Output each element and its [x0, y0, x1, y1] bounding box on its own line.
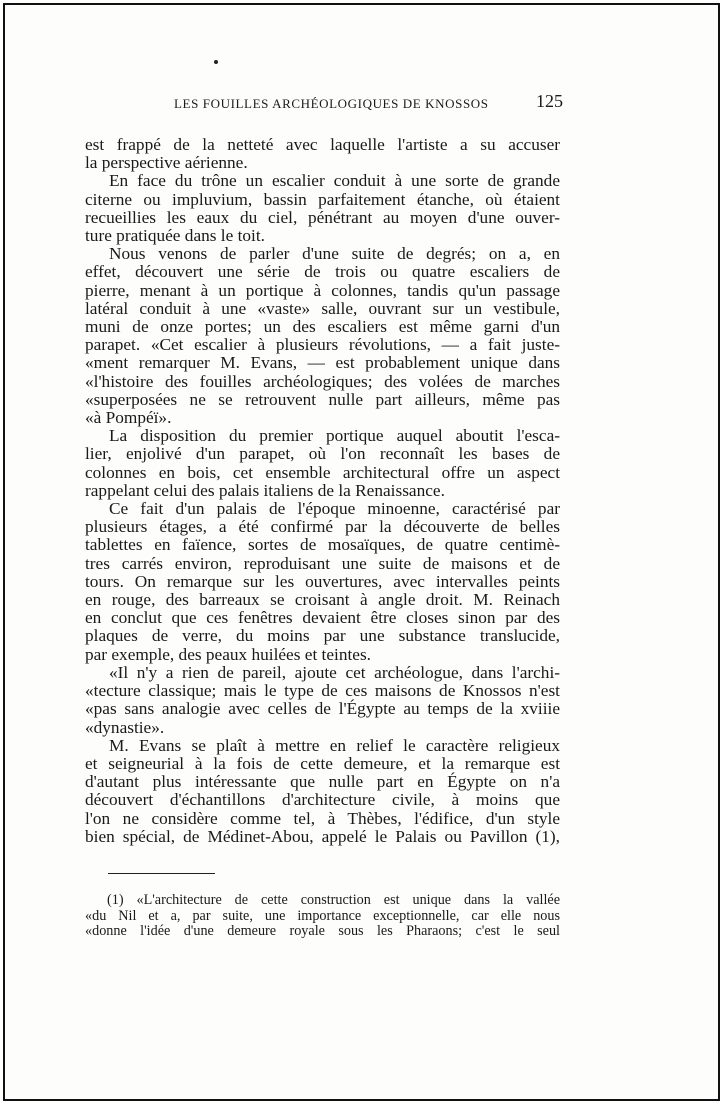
- text-line: plaques de verre, du moins par une substance translucide,: [85, 626, 560, 646]
- text-line: muni de onze portes; un des escaliers est même garni d'un: [85, 317, 560, 337]
- text-line: En face du trône un escalier conduit à une sorte de grande: [109, 171, 560, 191]
- text-line: «superposées ne se retrouvent nulle part ailleurs, même pas: [85, 389, 560, 409]
- text-line: «l'histoire des fouilles archéologiques; des volées de marches: [85, 371, 560, 391]
- page-header: [108, 93, 563, 115]
- text-line: «tecture classique; mais le type de ces maisons de Knossos n'est: [85, 681, 560, 701]
- text-line: M. Evans se plaît à mettre en relief le caractère religieux: [109, 735, 560, 755]
- text-line: bien spécial, de Médinet-Abou, appelé le Palais ou Pavillon (1),: [85, 826, 560, 846]
- text-line: en conclut que ces fenêtres devaient être closes sinon par des: [85, 608, 560, 628]
- text-line: «à Pompéï».: [85, 408, 172, 428]
- text-line: par exemple, des peaux huilées et teintes.: [85, 644, 371, 664]
- text-line: plusieurs étages, a été confirmé par la découverte de belles: [85, 517, 560, 537]
- text-line: Ce fait d'un palais de l'époque minoenne, caractérisé par: [109, 499, 560, 519]
- text-line: pierre, menant à un portique à colonnes, tandis qu'un passage: [85, 280, 560, 300]
- text-line: «dynastie».: [85, 717, 165, 737]
- text-line: «Il n'y a rien de pareil, ajoute cet archéologue, dans l'archi-: [109, 662, 560, 682]
- text-line: Nous venons de parler d'une suite de degrés; on a, en: [109, 244, 560, 264]
- page-number: 125: [536, 91, 563, 111]
- text-line: rappelant celui des palais italiens de la Renaissance.: [85, 480, 445, 500]
- text-line: l'on ne considère comme tel, à Thèbes, l'édifice, d'un style: [85, 808, 560, 828]
- text-line: la perspective aérienne.: [85, 153, 248, 173]
- text-line: colonnes en bois, cet ensemble architectural offre un aspect: [85, 462, 560, 482]
- text-line: lier, enjolivé d'un parapet, où l'on reconnaît les bases de: [85, 444, 560, 464]
- footnote-line: (1) «L'architecture de cette construction est unique dans la vallée: [107, 892, 560, 908]
- text-line: parapet. «Cet escalier à plusieurs révolutions, — a fait juste-: [85, 335, 560, 355]
- footnote-separator: [108, 873, 215, 874]
- text-line: La disposition du premier portique auquel aboutit l'esca-: [109, 426, 560, 446]
- text-line: recueillies les eaux du ciel, pénétrant au moyen d'une ouver-: [85, 207, 560, 227]
- text-line: «pas sans analogie avec celles de l'Égypte au temps de la xviiie: [85, 699, 560, 719]
- text-line: et seigneurial à la fois de cette demeure, et la remarque est: [85, 753, 560, 773]
- text-line: effet, découvert une série de trois ou quatre escaliers de: [85, 262, 560, 282]
- text-line: latéral conduit à une «vaste» salle, ouvrant sur un vestibule,: [85, 298, 560, 318]
- text-line: ture pratiquée dans le toit.: [85, 226, 265, 246]
- text-line: «ment remarquer M. Evans, — est probablement unique dans: [85, 353, 560, 373]
- text-line: en rouge, des barreaux se croisant à angle droit. M. Reinach: [85, 590, 560, 610]
- text-line: tablettes en faïence, sortes de mosaïques, de quatre centimè-: [85, 535, 560, 555]
- footnote-line: «du Nil et a, par suite, une importance exceptionnelle, car elle nous: [85, 907, 560, 924]
- footnote: [85, 893, 560, 940]
- running-title: LES FOUILLES ARCHÉOLOGIQUES DE KNOSSOS: [174, 96, 489, 111]
- footnote-line: «donne l'idée d'une demeure royale sous les Pharaons; c'est le seul: [85, 923, 560, 940]
- text-line: tours. On remarque sur les ouvertures, avec intervalles peints: [85, 571, 560, 591]
- text-line: tres carrés environ, reproduisant une suite de maisons et de: [85, 553, 560, 573]
- ink-speck: [214, 60, 218, 64]
- text-line: citerne ou impluvium, bassin parfaitement étanche, où étaient: [85, 189, 560, 209]
- body-text: [85, 136, 560, 846]
- book-page: [3, 3, 720, 1101]
- text-line: d'autant plus intéressante que nulle part en Égypte on n'a: [85, 772, 560, 792]
- text-line: découvert d'échantillons d'architecture civile, à moins que: [85, 790, 560, 810]
- text-line: est frappé de la netteté avec laquelle l'artiste a su accuser: [85, 135, 560, 154]
